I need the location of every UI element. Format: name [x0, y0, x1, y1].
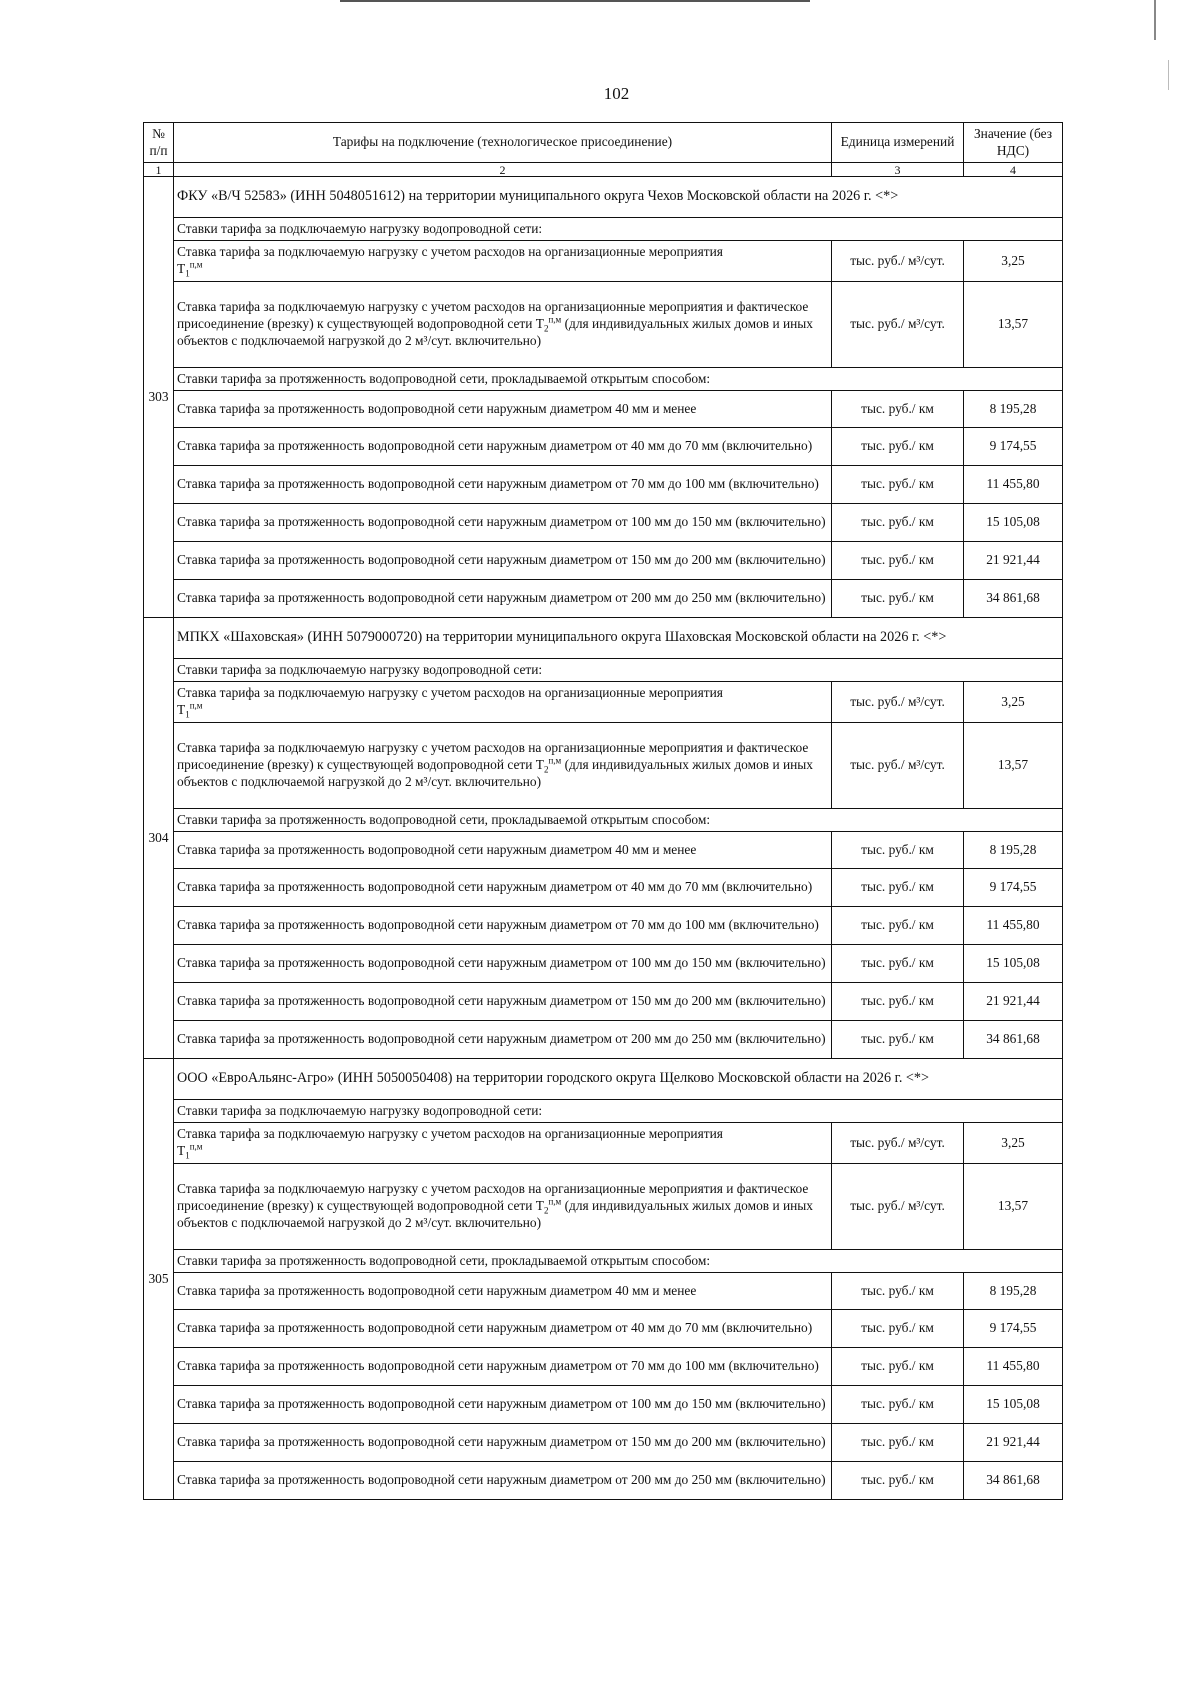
- rate-symbol: T: [177, 702, 186, 717]
- unit-cell: тыс. руб./ м³/сут.: [832, 282, 964, 368]
- rate-description: Ставка тарифа за протяженность водопроводной сети наружным диаметром от 40 мм до 70 мм (включительно): [174, 1310, 832, 1348]
- table-row: [144, 682, 1063, 723]
- rate-description: Ставка тарифа за протяженность водопроводной сети наружным диаметром от 150 мм до 200 мм (включительно): [174, 542, 832, 580]
- rate-symbol-sup: п,м: [189, 259, 203, 270]
- unit-cell: тыс. руб./ км: [832, 428, 964, 466]
- value-cell: 9 174,55: [964, 1310, 1063, 1348]
- value-cell: 8 195,28: [964, 832, 1063, 869]
- table-row: [144, 466, 1063, 504]
- value-cell: 8 195,28: [964, 1273, 1063, 1310]
- rate-symbol-sub: 1: [185, 268, 190, 279]
- rate-text: Ставка тарифа за подключаемую нагрузку с учетом расходов на организационные мероприятия: [177, 685, 723, 701]
- rate-description: Ставка тарифа за протяженность водопроводной сети наружным диаметром от 70 мм до 100 мм (включительно): [174, 466, 832, 504]
- table-header-row: [144, 123, 1063, 163]
- section-heading-length: Ставки тарифа за протяженность водопроводной сети, прокладываемой открытым способом:: [174, 809, 1063, 832]
- value-cell: 13,57: [964, 1164, 1063, 1250]
- rate-description: Ставка тарифа за протяженность водопроводной сети наружным диаметром 40 мм и менее: [174, 832, 832, 869]
- rate-text-continued: (для индивидуальных жилых домов и иных объектов с подключаемой нагрузкой до 2 м³/сут. включительно): [177, 757, 814, 789]
- unit-cell: тыс. руб./ км: [832, 1348, 964, 1386]
- value-cell: 3,25: [964, 1123, 1063, 1164]
- tariff-block: [144, 177, 1063, 618]
- rate-text: Ставка тарифа за подключаемую нагрузку с учетом расходов на организационные мероприятия: [177, 1126, 723, 1142]
- table-row: [144, 983, 1063, 1021]
- unit-cell: тыс. руб./ км: [832, 580, 964, 618]
- table-row: [144, 1164, 1063, 1250]
- rate-description: [174, 723, 832, 809]
- row-number: 304: [144, 618, 174, 1059]
- unit-cell: тыс. руб./ км: [832, 1273, 964, 1310]
- value-cell: 11 455,80: [964, 466, 1063, 504]
- organization-title: ООО «ЕвроАльянс-Агро» (ИНН 5050050408) на территории городского округа Щелково Московской области на 2026 г. <*>: [174, 1059, 1063, 1100]
- rate-description: [174, 682, 832, 723]
- value-cell: 34 861,68: [964, 1462, 1063, 1500]
- value-cell: 8 195,28: [964, 391, 1063, 428]
- unit-cell: тыс. руб./ км: [832, 504, 964, 542]
- section-heading-load: Ставки тарифа за подключаемую нагрузку водопроводной сети:: [174, 218, 1063, 241]
- table-row: [144, 1462, 1063, 1500]
- column-index: 2: [174, 163, 832, 177]
- value-cell: 11 455,80: [964, 907, 1063, 945]
- value-cell: 21 921,44: [964, 983, 1063, 1021]
- column-index: 3: [832, 163, 964, 177]
- section-heading-load: Ставки тарифа за подключаемую нагрузку водопроводной сети:: [174, 659, 1063, 682]
- unit-cell: тыс. руб./ м³/сут.: [832, 241, 964, 282]
- scan-artifact-top: [340, 0, 810, 2]
- rate-symbol-sup: п,м: [189, 700, 203, 711]
- table-row: [144, 907, 1063, 945]
- rate-description: Ставка тарифа за протяженность водопроводной сети наружным диаметром от 150 мм до 200 мм (включительно): [174, 1424, 832, 1462]
- table-row: [144, 832, 1063, 869]
- row-number: 305: [144, 1059, 174, 1500]
- rate-text-continued: (для индивидуальных жилых домов и иных объектов с подключаемой нагрузкой до 2 м³/сут. включительно): [177, 316, 814, 348]
- value-cell: 15 105,08: [964, 504, 1063, 542]
- tariff-block: [144, 618, 1063, 1059]
- column-index: 4: [964, 163, 1063, 177]
- rate-description: Ставка тарифа за протяженность водопроводной сети наружным диаметром от 40 мм до 70 мм (включительно): [174, 869, 832, 907]
- rate-symbol-sub: 2: [543, 1205, 549, 1216]
- value-cell: 13,57: [964, 282, 1063, 368]
- table-row: [144, 504, 1063, 542]
- unit-cell: тыс. руб./ м³/сут.: [832, 723, 964, 809]
- unit-cell: тыс. руб./ м³/сут.: [832, 1164, 964, 1250]
- rate-description: Ставка тарифа за протяженность водопроводной сети наружным диаметром от 100 мм до 150 мм (включительно): [174, 504, 832, 542]
- rate-description: Ставка тарифа за протяженность водопроводной сети наружным диаметром от 70 мм до 100 мм (включительно): [174, 1348, 832, 1386]
- unit-cell: тыс. руб./ км: [832, 869, 964, 907]
- rate-description: [174, 282, 832, 368]
- rate-description: Ставка тарифа за протяженность водопроводной сети наружным диаметром от 150 мм до 200 мм (включительно): [174, 983, 832, 1021]
- rate-symbol-sub: 1: [185, 709, 190, 720]
- value-cell: 9 174,55: [964, 869, 1063, 907]
- rate-description: Ставка тарифа за протяженность водопроводной сети наружным диаметром от 200 мм до 250 мм (включительно): [174, 1021, 832, 1059]
- tariff-block: [144, 1059, 1063, 1500]
- unit-cell: тыс. руб./ км: [832, 945, 964, 983]
- value-cell: 15 105,08: [964, 1386, 1063, 1424]
- unit-cell: тыс. руб./ км: [832, 832, 964, 869]
- unit-cell: тыс. руб./ км: [832, 1021, 964, 1059]
- value-cell: 9 174,55: [964, 428, 1063, 466]
- rate-text: Ставка тарифа за подключаемую нагрузку с учетом расходов на организационные мероприятия: [177, 244, 723, 260]
- table-row: [144, 282, 1063, 368]
- rate-symbol-sup: п,м: [548, 755, 562, 766]
- unit-cell: тыс. руб./ км: [832, 1386, 964, 1424]
- rate-description: Ставка тарифа за протяженность водопроводной сети наружным диаметром от 200 мм до 250 мм (включительно): [174, 580, 832, 618]
- table-row: [144, 723, 1063, 809]
- value-cell: 21 921,44: [964, 1424, 1063, 1462]
- unit-cell: тыс. руб./ км: [832, 983, 964, 1021]
- section-heading-length: Ставки тарифа за протяженность водопроводной сети, прокладываемой открытым способом:: [174, 1250, 1063, 1273]
- value-cell: 3,25: [964, 241, 1063, 282]
- table-row: [144, 1273, 1063, 1310]
- rate-symbol-sub: 2: [543, 764, 549, 775]
- rate-description: [174, 1123, 832, 1164]
- table-row: [144, 428, 1063, 466]
- value-cell: 3,25: [964, 682, 1063, 723]
- header-unit: Единица измерений: [832, 123, 964, 163]
- section-heading-length: Ставки тарифа за протяженность водопроводной сети, прокладываемой открытым способом:: [174, 368, 1063, 391]
- unit-cell: тыс. руб./ км: [832, 1310, 964, 1348]
- table-row: [144, 1424, 1063, 1462]
- unit-cell: тыс. руб./ км: [832, 1462, 964, 1500]
- header-tariffs: Тарифы на подключение (технологическое присоединение): [174, 123, 832, 163]
- rate-symbol-sub: 2: [543, 323, 549, 334]
- rate-description: Ставка тарифа за протяженность водопроводной сети наружным диаметром от 70 мм до 100 мм (включительно): [174, 907, 832, 945]
- value-cell: 13,57: [964, 723, 1063, 809]
- value-cell: 21 921,44: [964, 542, 1063, 580]
- rate-description: Ставка тарифа за протяженность водопроводной сети наружным диаметром от 100 мм до 150 мм (включительно): [174, 1386, 832, 1424]
- rate-symbol-sup: п,м: [189, 1141, 203, 1152]
- rate-description: Ставка тарифа за протяженность водопроводной сети наружным диаметром от 100 мм до 150 мм (включительно): [174, 945, 832, 983]
- rate-text: Ставка тарифа за подключаемую нагрузку с учетом расходов на организационные мероприятия и фактическое присоединение (врезку) к существующей водопроводной сети T: [177, 299, 809, 332]
- value-cell: 34 861,68: [964, 1021, 1063, 1059]
- value-cell: 15 105,08: [964, 945, 1063, 983]
- tariff-table: [143, 122, 1063, 1500]
- column-index-row: [144, 163, 1063, 177]
- table-row: [144, 1386, 1063, 1424]
- rate-text: Ставка тарифа за подключаемую нагрузку с учетом расходов на организационные мероприятия и фактическое присоединение (врезку) к существующей водопроводной сети T: [177, 1181, 809, 1214]
- unit-cell: тыс. руб./ км: [832, 1424, 964, 1462]
- table-row: [144, 580, 1063, 618]
- rate-description: Ставка тарифа за протяженность водопроводной сети наружным диаметром 40 мм и менее: [174, 1273, 832, 1310]
- rate-text: Ставка тарифа за подключаемую нагрузку с учетом расходов на организационные мероприятия и фактическое присоединение (врезку) к существующей водопроводной сети T: [177, 740, 809, 773]
- rate-description: Ставка тарифа за протяженность водопроводной сети наружным диаметром от 40 мм до 70 мм (включительно): [174, 428, 832, 466]
- table-row: [144, 869, 1063, 907]
- rate-description: Ставка тарифа за протяженность водопроводной сети наружным диаметром от 200 мм до 250 мм (включительно): [174, 1462, 832, 1500]
- rate-symbol: T: [177, 1143, 186, 1158]
- unit-cell: тыс. руб./ км: [832, 907, 964, 945]
- table-row: [144, 1123, 1063, 1164]
- rate-symbol-sub: 1: [185, 1150, 190, 1161]
- organization-title: МПКХ «Шаховская» (ИНН 5079000720) на территории муниципального округа Шаховская Московской области на 2026 г. <*>: [174, 618, 1063, 659]
- table-row: [144, 1310, 1063, 1348]
- table-row: [144, 542, 1063, 580]
- header-value: Значение (без НДС): [964, 123, 1063, 163]
- table-row: [144, 1021, 1063, 1059]
- rate-symbol-sup: п,м: [548, 1196, 562, 1207]
- header-number: № п/п: [144, 123, 174, 163]
- scan-artifact-edge: [1154, 0, 1156, 40]
- unit-cell: тыс. руб./ м³/сут.: [832, 1123, 964, 1164]
- rate-description: [174, 241, 832, 282]
- rate-text-continued: (для индивидуальных жилых домов и иных объектов с подключаемой нагрузкой до 2 м³/сут. включительно): [177, 1198, 814, 1230]
- unit-cell: тыс. руб./ км: [832, 466, 964, 504]
- unit-cell: тыс. руб./ м³/сут.: [832, 682, 964, 723]
- value-cell: 34 861,68: [964, 580, 1063, 618]
- organization-title: ФКУ «В/Ч 52583» (ИНН 5048051612) на территории муниципального округа Чехов Московской области на 2026 г. <*>: [174, 177, 1063, 218]
- rate-description: [174, 1164, 832, 1250]
- table-row: [144, 1348, 1063, 1386]
- section-heading-load: Ставки тарифа за подключаемую нагрузку водопроводной сети:: [174, 1100, 1063, 1123]
- rate-symbol-sup: п,м: [548, 314, 562, 325]
- column-index: 1: [144, 163, 174, 177]
- row-number: 303: [144, 177, 174, 618]
- unit-cell: тыс. руб./ км: [832, 391, 964, 428]
- table-row: [144, 241, 1063, 282]
- rate-description: Ставка тарифа за протяженность водопроводной сети наружным диаметром 40 мм и менее: [174, 391, 832, 428]
- value-cell: 11 455,80: [964, 1348, 1063, 1386]
- table-row: [144, 391, 1063, 428]
- rate-symbol: T: [177, 261, 186, 276]
- table-row: [144, 945, 1063, 983]
- unit-cell: тыс. руб./ км: [832, 542, 964, 580]
- page-number: 102: [603, 84, 630, 103]
